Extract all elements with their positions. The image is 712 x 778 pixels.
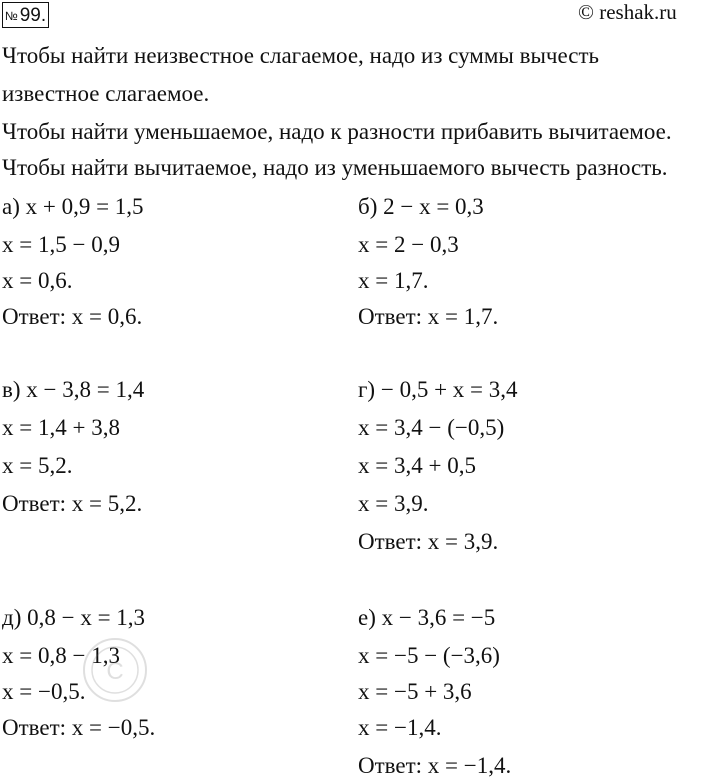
problem-number-box [2,2,49,28]
solution-v-line: в) x − 3,8 = 1,4 [2,377,145,402]
svg-text:C: C [106,658,124,685]
solution-g-line: x = 3,4 − (−0,5) [358,415,505,440]
solution-e-line: е) x − 3,6 = −5 [358,605,496,630]
solution-g-line: x = 3,9. [358,491,429,516]
rule-line: известное слагаемое. [2,81,210,106]
number-sign: № [4,9,18,23]
solution-a-answer: Ответ: x = 0,6. [2,304,143,329]
solution-d-answer: Ответ: x = −0,5. [2,715,156,740]
solution-b-line: x = 2 − 0,3 [358,232,459,257]
solution-e-line: x = −5 − (−3,6) [358,643,500,668]
solution-a-line: x = 0,6. [2,268,73,293]
solution-v-answer: Ответ: x = 5,2. [2,491,143,516]
rule-line: Чтобы найти вычитаемое, надо из уменьшаемого вычесть разность. [2,155,668,180]
solution-g-answer: Ответ: x = 3,9. [358,529,499,554]
problem-number: 99. [19,4,47,26]
rule-line: Чтобы найти уменьшаемое, надо к разности прибавить вычитаемое. [2,119,672,144]
solution-b-answer: Ответ: x = 1,7. [358,304,499,329]
solution-e-answer: Ответ: x = −1,4. [358,753,512,778]
solution-g-line: x = 3,4 + 0,5 [358,453,476,478]
copyright-label: © reshak.ru [578,0,677,24]
solution-g-line: г) − 0,5 + x = 3,4 [358,377,518,402]
solution-e-line: x = −5 + 3,6 [358,679,472,704]
solution-d-line: x = −0,5. [2,679,86,704]
solution-v-line: x = 5,2. [2,453,73,478]
solution-d-line: x = 0,8 − 1,3 [2,643,120,668]
solution-d-line: д) 0,8 − x = 1,3 [2,605,146,630]
solution-b-line: x = 1,7. [358,268,429,293]
solution-e-line: x = −1,4. [358,715,442,740]
solution-a-line: x = 1,5 − 0,9 [2,232,120,257]
solution-v-line: x = 1,4 + 3,8 [2,415,120,440]
solution-a-line: а) x + 0,9 = 1,5 [2,194,144,219]
solution-b-line: б) 2 − x = 0,3 [358,194,484,219]
rule-line: Чтобы найти неизвестное слагаемое, надо из суммы вычесть [2,43,599,68]
